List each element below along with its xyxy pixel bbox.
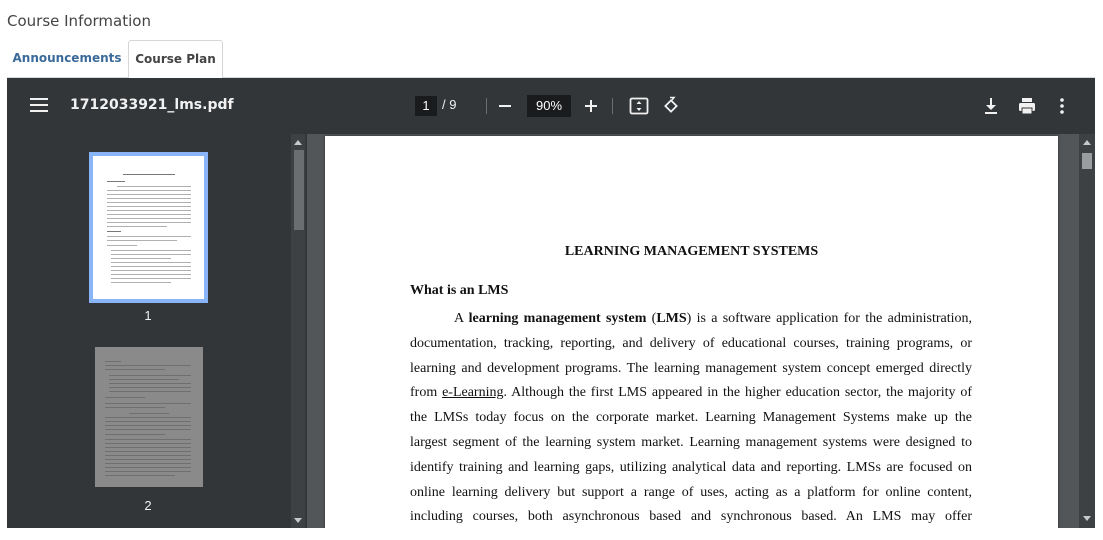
- scroll-down-arrow[interactable]: [1083, 516, 1091, 521]
- page-number-input[interactable]: 1: [415, 96, 437, 116]
- paragraph-line: from e-Learning. Although the first LMS appeared in the higher education sector, the majority of: [410, 385, 972, 401]
- paragraph-line: A learning management system (LMS) is a software application for the administration,: [454, 311, 972, 326]
- download-icon[interactable]: [982, 96, 1000, 116]
- paragraph-line: the LMSs today focus on the corporate market. Learning Management Systems make up the: [410, 410, 972, 426]
- sidebar-scrollbar-thumb[interactable]: [294, 150, 304, 230]
- thumbnail-sidebar: [7, 134, 307, 528]
- scroll-up-arrow[interactable]: [294, 140, 302, 145]
- paragraph-line: including courses, both asynchronous based and synchronous based. An LMS may offer: [410, 509, 972, 525]
- scroll-up-arrow[interactable]: [1083, 140, 1091, 145]
- pdf-page: [325, 136, 1058, 528]
- thumbnail-label: 1: [144, 308, 152, 323]
- document-title: LEARNING MANAGEMENT SYSTEMS: [564, 244, 819, 259]
- tab-announcements[interactable]: Announcements: [12, 51, 122, 65]
- page-total: / 9: [442, 97, 457, 112]
- paragraph-line: documentation, tracking, reporting, and delivery of educational courses, training programs, or: [410, 335, 972, 351]
- fit-to-page-icon[interactable]: [629, 97, 649, 115]
- pdf-viewer: [7, 78, 1095, 528]
- document-scrollbar[interactable]: [1079, 134, 1095, 528]
- thumbnail-label: 2: [144, 498, 152, 513]
- zoom-level-input[interactable]: 90%: [527, 95, 571, 117]
- page-thumbnail-2[interactable]: [95, 347, 203, 487]
- paragraph-line: largest segment of the learning system market. Learning management systems were designed to: [410, 434, 972, 450]
- rotate-icon[interactable]: [661, 96, 681, 116]
- document-scrollbar-thumb[interactable]: [1082, 153, 1092, 169]
- page-thumbnail-1[interactable]: [89, 152, 208, 303]
- paragraph-line: learning and development programs. The learning management system concept emerged directly: [410, 360, 972, 376]
- document-heading: What is an LMS: [410, 283, 509, 298]
- document-body: [410, 307, 972, 528]
- scroll-down-arrow[interactable]: [294, 518, 302, 523]
- print-icon[interactable]: [1017, 96, 1037, 116]
- pdf-filename: 1712033921_lms.pdf: [70, 97, 234, 113]
- zoom-out-icon[interactable]: [497, 98, 513, 114]
- toolbar-divider: [486, 98, 487, 114]
- page-thumbnail-image: [93, 156, 204, 299]
- tab-course-plan[interactable]: Course Plan: [128, 40, 223, 79]
- tab-bar: [7, 40, 1095, 78]
- more-options-icon[interactable]: [1057, 96, 1067, 116]
- zoom-in-icon[interactable]: [583, 98, 599, 114]
- toolbar-divider: [612, 98, 613, 114]
- paragraph-line: identify training and learning gaps, utilizing analytical data and reporting. LMSs are focused on: [410, 459, 972, 475]
- paragraph-line: online learning delivery but support a range of uses, acting as a platform for online content,: [410, 484, 972, 500]
- e-learning-link[interactable]: e-Learning: [442, 385, 504, 401]
- pdf-toolbar: [7, 78, 1095, 134]
- menu-icon[interactable]: [30, 98, 48, 112]
- page-title: Course Information: [7, 12, 151, 30]
